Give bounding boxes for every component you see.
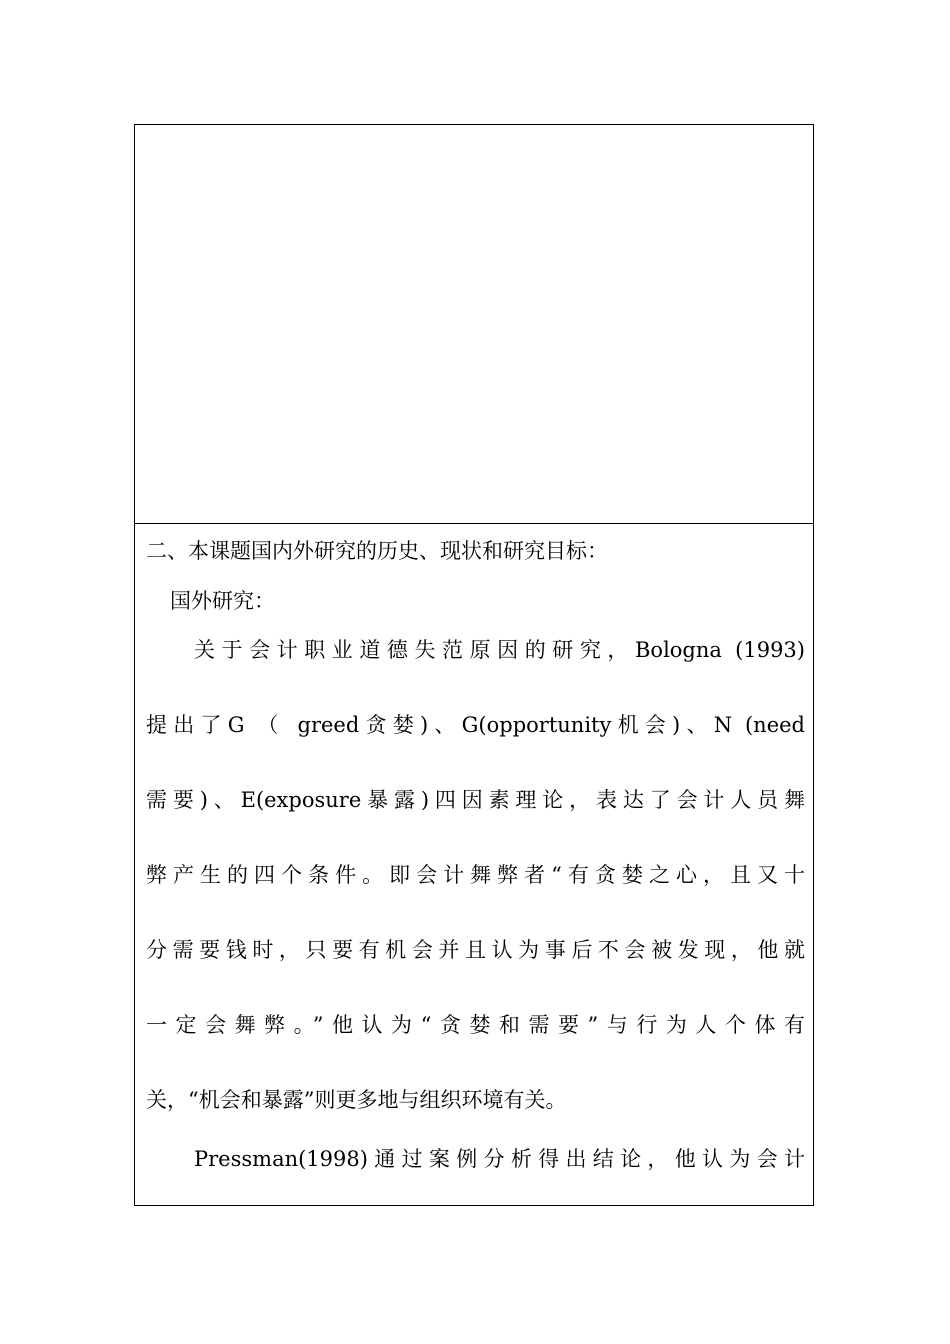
foreign-research-subheading: 国外研究： <box>170 589 275 613</box>
section-heading: 二、本课题国内外研究的历史、现状和研究目标： <box>146 539 608 563</box>
research-history-cell <box>135 524 813 1205</box>
form-table <box>134 124 814 1206</box>
paragraph-line: 提出了G （ greed贪婪)、G(opportunity机会)、N (need <box>146 713 805 737</box>
paragraph-line: Pressman(1998)通过案例分析得出结论，他认为会计 <box>194 1147 805 1171</box>
paragraph-line: 弊产生的四个条件。即会计舞弊者“有贪婪之心，且又十 <box>146 863 805 887</box>
paragraph-line: 分需要钱时，只要有机会并且认为事后不会被发现，他就 <box>146 938 805 962</box>
paragraph-line: 关于会计职业道德失范原因的研究，Bologna (1993) <box>194 638 805 662</box>
blank-upper-cell <box>135 125 813 524</box>
paragraph-line: 一定会舞弊。”他认为“贪婪和需要”与行为人个体有 <box>146 1013 805 1037</box>
paragraph-line: 需要)、E(exposure暴露)四因素理论，表达了会计人员舞 <box>146 788 805 812</box>
paragraph-line: 关，“机会和暴露”则更多地与组织环境有关。 <box>146 1088 567 1112</box>
